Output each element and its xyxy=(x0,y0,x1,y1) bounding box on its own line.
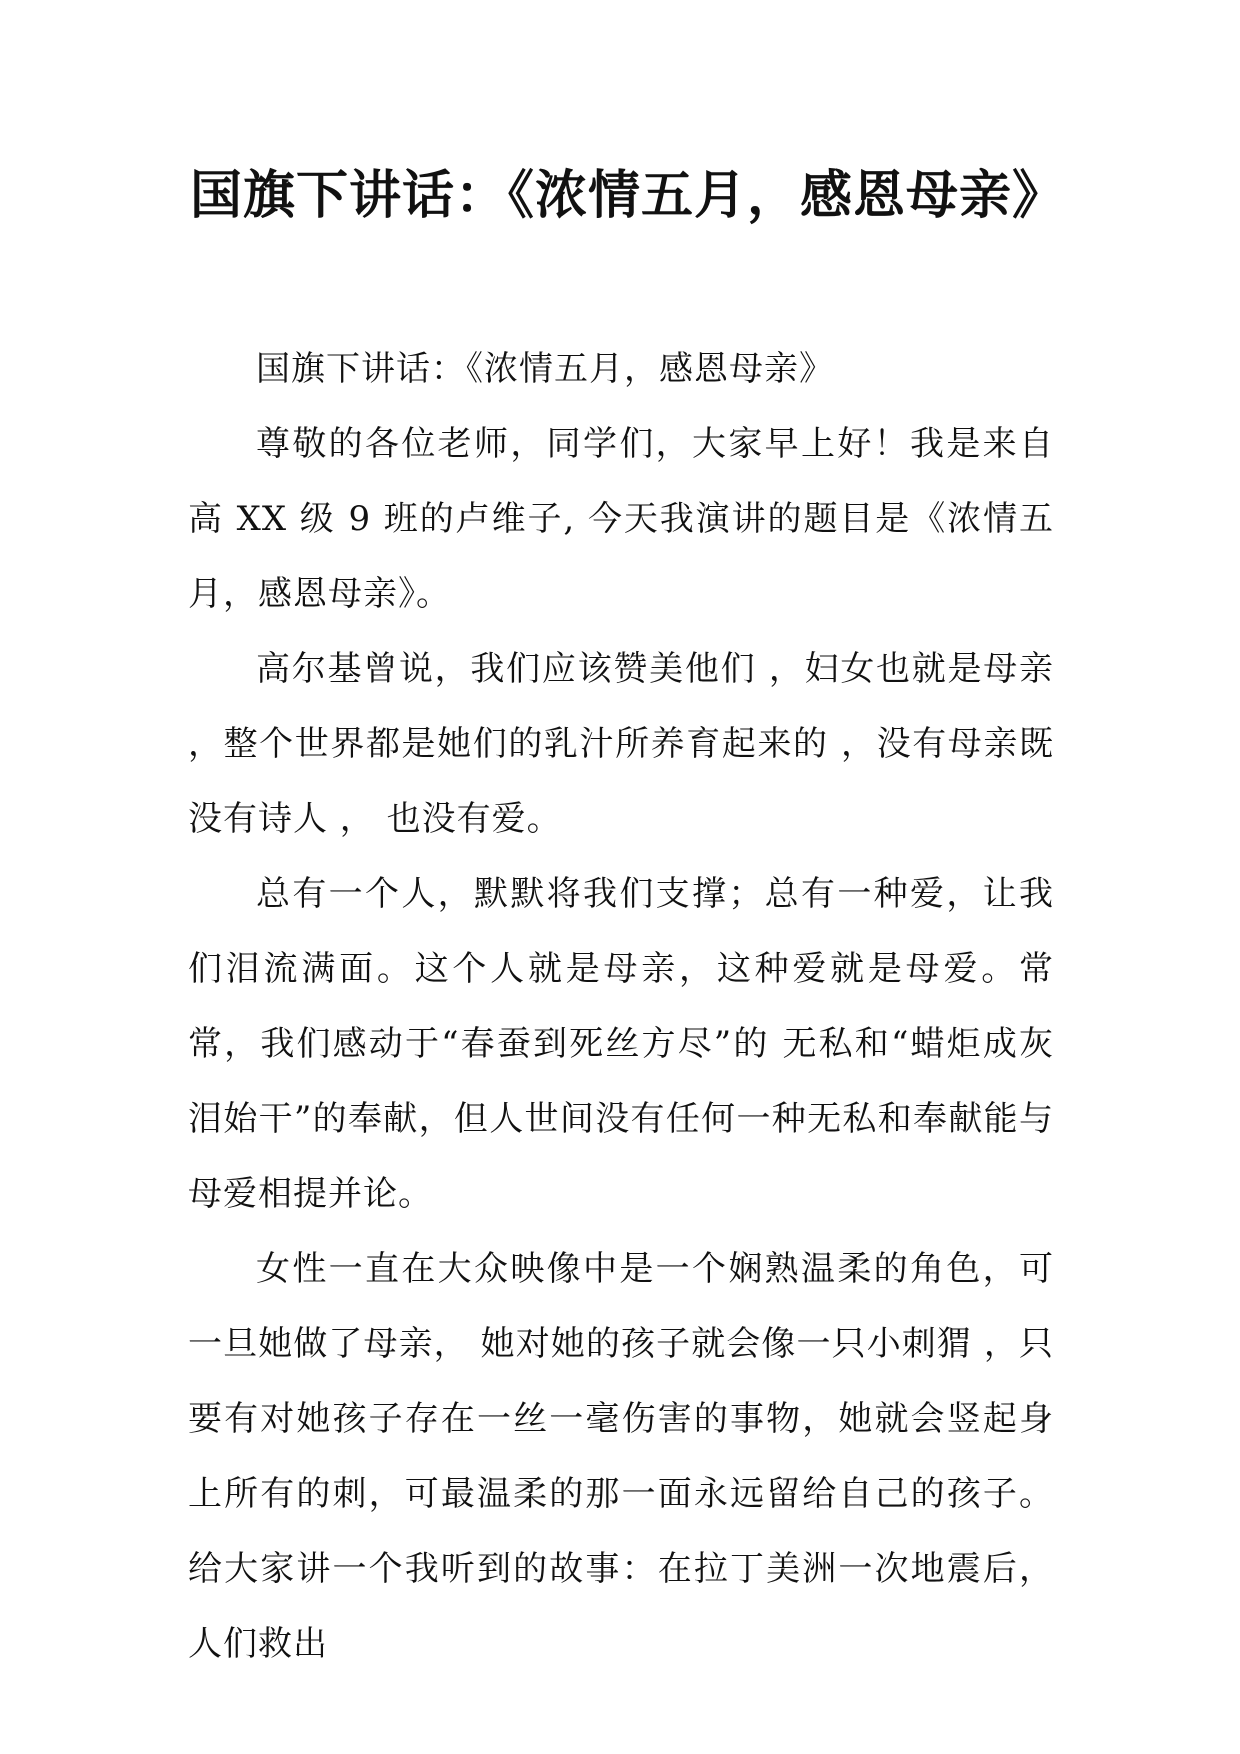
paragraph-story-intro: 女性一直在大众映像中是一个娴熟温柔的角色，可一旦她做了母亲， 她对她的孩子就会像一只小刺猬 ，只要有对她孩子存在一丝一毫伤害的事物，她就会竖起身上所有的刺，可最温柔的那一面永远留给自己的孩子。给大家讲一个我听到的故事：在拉丁美洲一次地震后，人们救出 xyxy=(188,1249,1054,1664)
document-body xyxy=(188,332,1054,1682)
document-title: 国旗下讲话：《浓情五月，感恩母亲》 xyxy=(190,166,1066,226)
paragraph-heading-repeat: 国旗下讲话：《浓情五月，感恩母亲》 xyxy=(256,349,834,389)
paragraph-mother-love: 总有一个人，默默将我们支撑；总有一种爱，让我们泪流满面。这个人就是母亲，这种爱就是母爱。常常，我们感动于“春蚕到死丝方尽”的 无私和“蜡炬成灰泪始干”的奉献，但人世间没有任何一种无私和奉献能与母爱相提并论。 xyxy=(188,874,1054,1214)
paragraph-gorky-quote: 高尔基曾说，我们应该赞美他们 ，妇女也就是母亲 ，整个世界都是她们的乳汁所养育起来的 ，没有母亲既没有诗人 ， 也没有爱。 xyxy=(188,649,1054,839)
paragraph-greeting: 尊敬的各位老师，同学们，大家早上好！我是来自高 XX 级 9 班的卢维子, 今天我演讲的题目是《浓情五月，感恩母亲》。 xyxy=(188,424,1054,614)
